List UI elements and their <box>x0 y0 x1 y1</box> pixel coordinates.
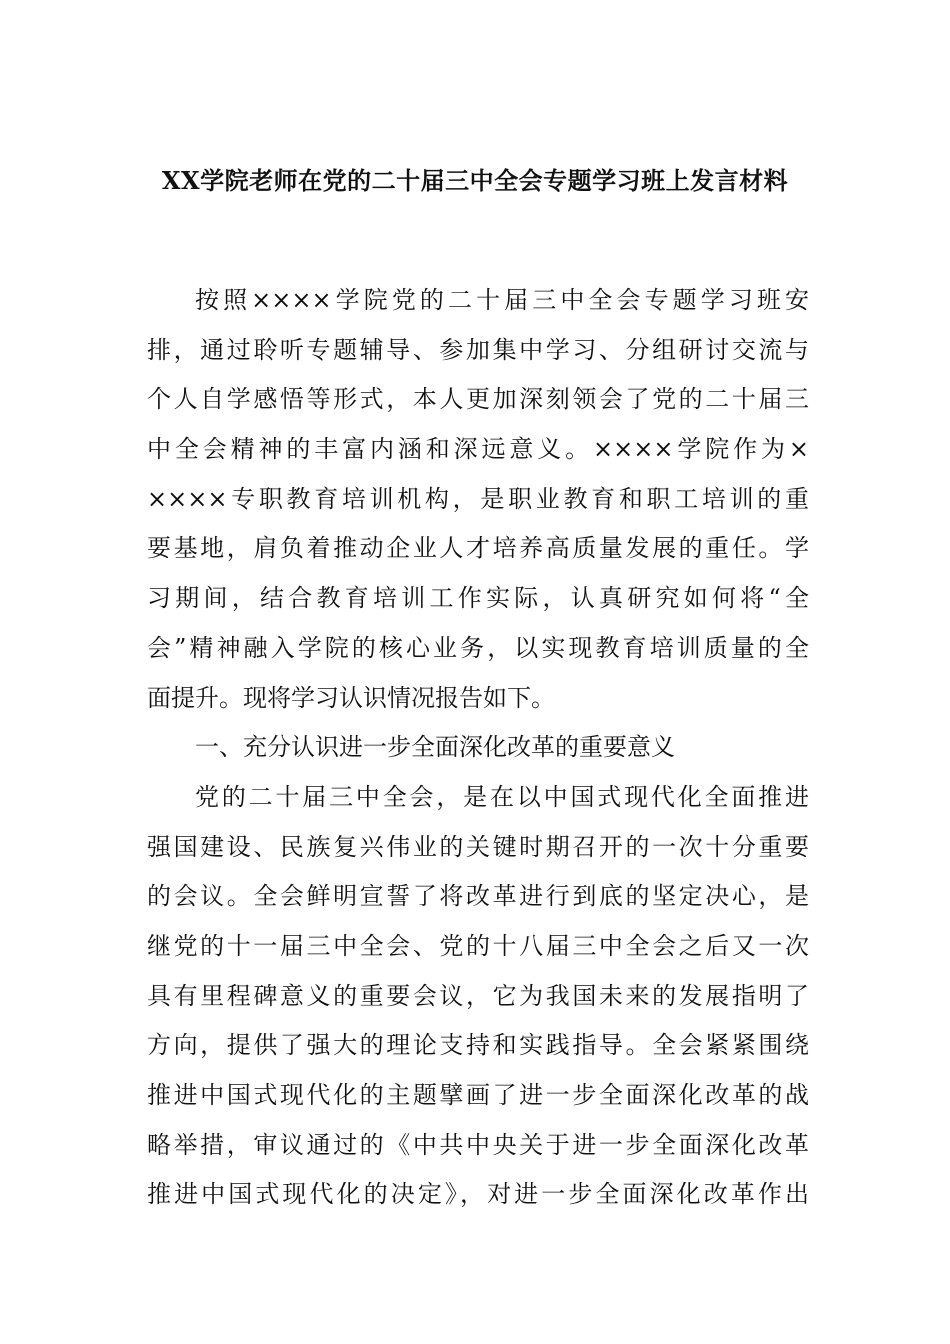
body-line: 个人自学感悟等形式，本人更加深刻领会了党的二十届三 <box>147 385 809 414</box>
body-line: 要基地，肩负着推动企业人才培养高质量发展的重任。学 <box>147 534 809 563</box>
body-line: 党的二十届三中全会，是在以中国式现代化全面推进 <box>195 782 809 811</box>
body-line: 习期间，结合教育培训工作实际，认真研究如何将“全 <box>147 584 809 613</box>
body-line: 推进中国式现代化的主题擘画了进一步全面深化改革的战 <box>147 1081 809 1109</box>
body-line: 具有里程碑意义的重要会议，它为我国未来的发展指明了 <box>147 981 809 1010</box>
body-line: 的会议。全会鲜明宣誓了将改革进行到底的坚定决心，是 <box>147 882 809 911</box>
body-line: 一、充分认识进一步全面深化改革的重要意义 <box>195 733 675 762</box>
body-line: 强国建设、民族复兴伟业的关键时期召开的一次十分重要 <box>147 832 809 861</box>
body-line: 排，通过聆听专题辅导、参加集中学习、分组研讨交流与 <box>147 335 809 364</box>
body-line: ××××专职教育培训机构，是职业教育和职工培训的重 <box>147 484 809 513</box>
document-title: XX学院老师在党的二十届三中全会专题学习班上发言材料 <box>161 166 789 195</box>
body-line: 推进中国式现代化的决定》，对进一步全面深化改革作出 <box>147 1180 809 1209</box>
body-line: 略举措，审议通过的《中共中央关于进一步全面深化改革 <box>147 1130 809 1159</box>
document-body <box>147 276 809 1220</box>
body-line: 方向，提供了强大的理论支持和实践指导。全会紧紧围绕 <box>147 1031 809 1060</box>
body-line: 面提升。现将学习认识情况报告如下。 <box>147 683 555 712</box>
body-line: 中全会精神的丰富内涵和深远意义。××××学院作为× <box>147 435 809 464</box>
body-line: 继党的十一届三中全会、党的十八届三中全会之后又一次 <box>147 931 809 960</box>
body-line: 按照××××学院党的二十届三中全会专题学习班安 <box>195 286 809 314</box>
body-line: 会”精神融入学院的核心业务，以实现教育培训质量的全 <box>147 633 809 662</box>
